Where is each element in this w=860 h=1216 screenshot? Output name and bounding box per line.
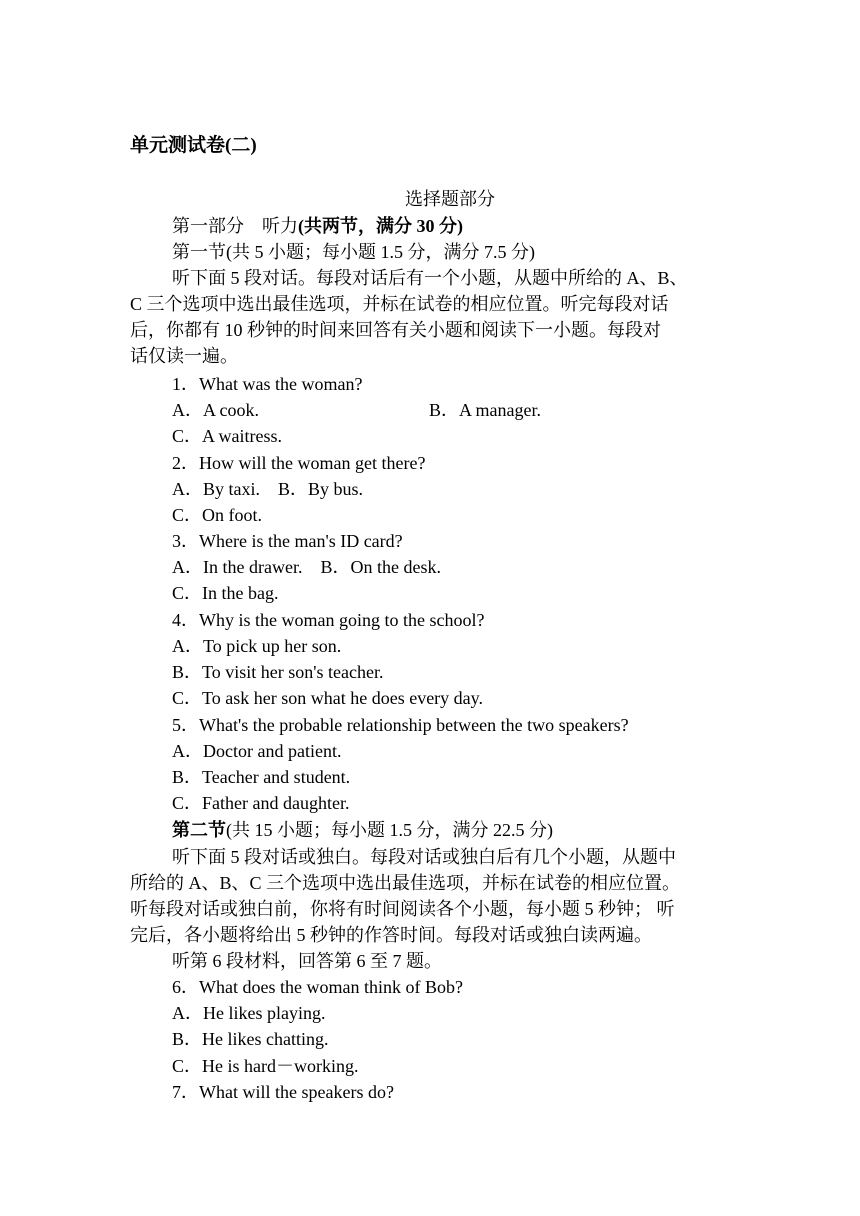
question-stem: 3．Where is the man's ID card? [172,531,403,551]
option-row [172,397,772,423]
option-b: B．To visit her son's teacher. [172,662,384,682]
section2-instruction-line: 所给的 A、B、C 三个选项中选出最佳选项，并标在试卷的相应位置。 [130,873,681,893]
section1-instruction-line: C 三个选项中选出最佳选项，并标在试卷的相应位置。听完每段对话 [130,294,669,314]
section1-instruction-line: 后，你都有 10 秒钟的时间来回答有关小题和阅读下一小题。每段对 [130,320,661,340]
section2-instruction-line: 完后，各小题将给出 5 秒钟的作答时间。每段对话或独白读两遍。 [130,925,652,945]
section2-label-bold: 第二节 [172,820,226,840]
question-stem: 5．What's the probable relationship between the two speakers? [172,715,629,735]
option-a: A．Doctor and patient. [172,741,342,761]
option-c: C．On foot. [172,505,262,525]
section1-instruction-line: 话仅读一遍。 [130,346,238,366]
option-c: C．To ask her son what he does every day. [172,688,483,708]
option-b: B．A manager. [429,400,541,420]
option-b: B．He likes chatting. [172,1029,329,1049]
option-a: A．To pick up her son. [172,636,342,656]
section2-instruction-line: 听下面 5 段对话或独白。每段对话或独白后有几个小题，从题中 [172,847,676,867]
part1-label: 第一部分 听力 [172,216,298,236]
option-ab: A．In the drawer. B．On the desk. [172,557,441,577]
option-a: A．He likes playing. [172,1003,326,1023]
question-stem: 4．Why is the woman going to the school? [172,610,485,630]
part1-heading [172,213,463,239]
question-stem: 6．What does the woman think of Bob? [172,977,463,997]
section2-label-rest: (共 15 小题；每小题 1.5 分，满分 22.5 分) [226,820,553,840]
option-c: C．A waitress. [172,426,282,446]
option-a: A．A cook. [172,400,259,420]
question-stem: 7．What will the speakers do? [172,1082,394,1102]
material-instruction: 听第 6 段材料，回答第 6 至 7 题。 [172,951,442,971]
option-c: C．Father and daughter. [172,793,350,813]
question-stem: 2．How will the woman get there? [172,453,426,473]
option-ab: A．By taxi. B．By bus. [172,479,364,499]
part1-points: (共两节，满分 30 分) [298,216,463,236]
section2-heading [172,817,553,843]
option-b: B．Teacher and student. [172,767,351,787]
section2-instruction-line: 听每段对话或独白前，你将有时间阅读各个小题，每小题 5 秒钟； 听 [130,899,675,919]
option-c: C．In the bag. [172,583,279,603]
question-stem: 1．What was the woman? [172,374,363,394]
section1-heading: 第一节(共 5 小题；每小题 1.5 分，满分 7.5 分) [172,242,535,262]
section1-instruction-line: 听下面 5 段对话。每段对话后有一个小题，从题中所给的 A、B、 [172,268,688,288]
section-heading: 选择题部分 [405,189,495,209]
option-c: C．He is hard－working. [172,1056,359,1076]
doc-title: 单元测试卷(二) [130,135,257,156]
